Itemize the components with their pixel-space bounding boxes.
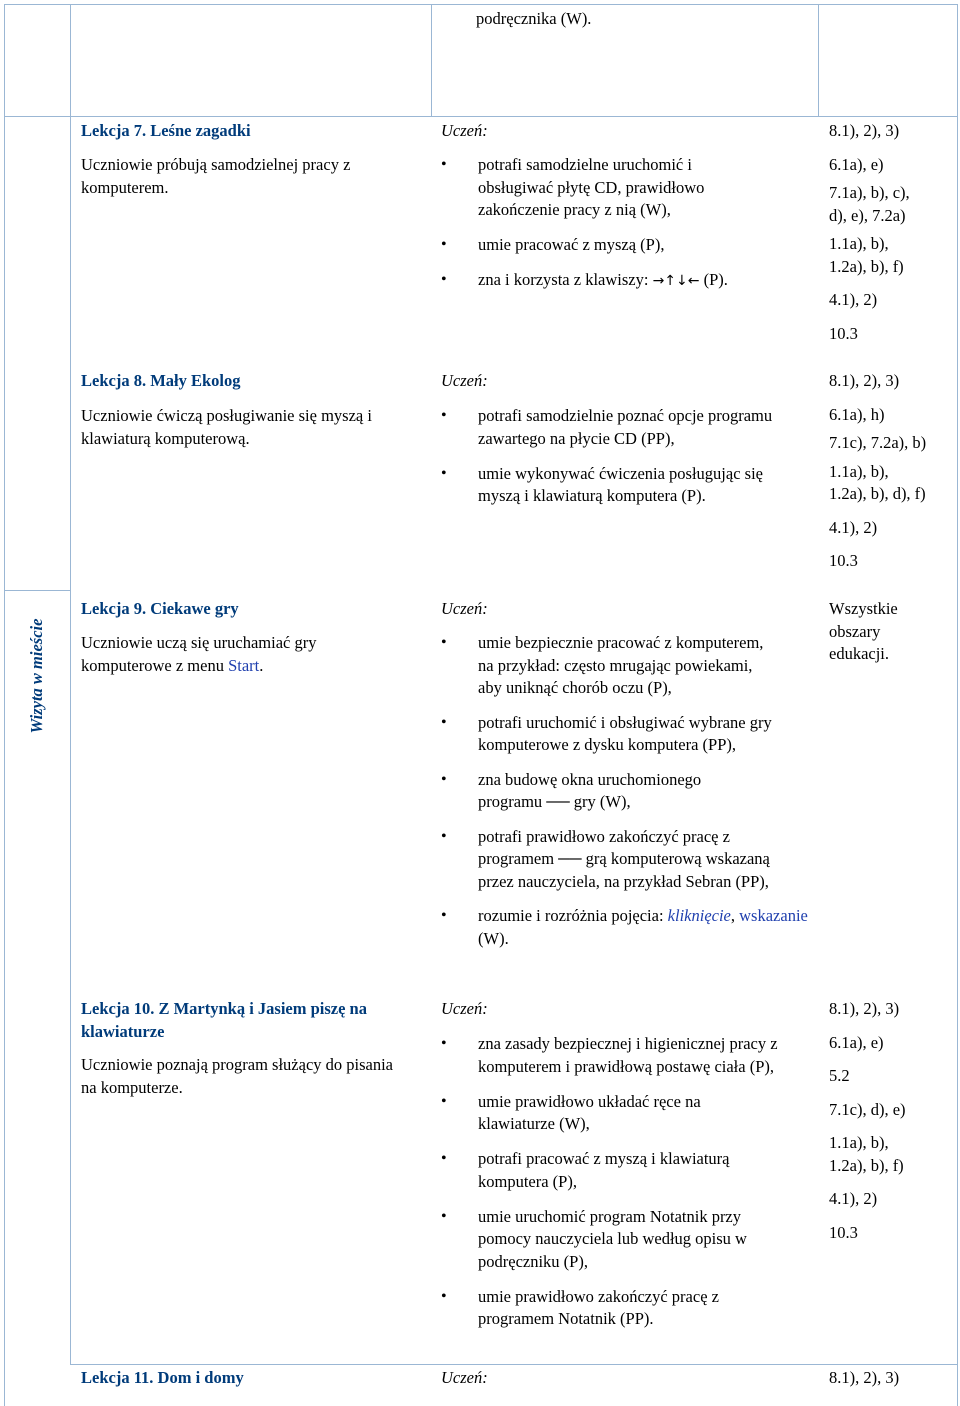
objective-item: • umie prawidłowo zakończyć pracę z programem Notatnik (PP).	[441, 1286, 778, 1331]
objective-item: • umie bezpiecznie pracować z komputerem, na przykład: często mrugając powiekami, aby uniknąć chorób oczu (P),	[441, 632, 778, 700]
table-border-col1	[70, 4, 71, 1364]
lesson-11-title: Lekcja 11. Dom i domy	[81, 1368, 244, 1387]
objective-item: • rozumie i rozróżnia pojęcia: kliknięcie, wskazanie (W).	[441, 905, 808, 950]
lesson-7-student-label: Uczeń:	[441, 121, 488, 140]
lesson-8-student-label: Uczeń:	[441, 371, 488, 390]
table-border-col3	[818, 4, 819, 116]
objective-item: • umie wykonywać ćwiczenia posługując się myszą i klawiaturą komputera (P).	[441, 463, 798, 508]
lesson-9-objectives	[441, 632, 808, 963]
arrow-keys-icon: →↑↓←	[652, 273, 700, 289]
lesson-9-refs: Wszystkie obszary edukacji.	[829, 599, 898, 663]
previous-row-end: podręcznika (W).	[476, 9, 592, 28]
lesson-7-refs: 8.1), 2), 3) 6.1a), e) 7.1a), b), c), d), e), 7.2a) 1.1a), b), 1.2a), b), f) 4.1), 2) 10.3	[829, 121, 910, 343]
lesson-7-objectives	[441, 154, 791, 305]
term-click: kliknięcie	[667, 906, 731, 925]
last-row-divider	[70, 1364, 958, 1365]
lesson-10-refs: 8.1), 2), 3) 6.1a), e) 5.2 7.1c), d), e) 1.1a), b), 1.2a), b), f) 4.1), 2) 10.3	[829, 999, 906, 1242]
lesson-11-student-label: Uczeń:	[441, 1368, 488, 1387]
objective-item: • potrafi prawidłowo zakończyć pracę z programem ── grą komputerową wskazaną przez nauczyciela, na przykład Sebran (PP),	[441, 826, 778, 894]
lesson-8-objectives	[441, 405, 791, 520]
term-point: wskazanie	[739, 906, 808, 925]
objective-item: • potrafi samodzielne uruchomić i obsługiwać płytę CD, prawidłowo zakończenie pracy z nią (W),	[441, 154, 758, 222]
lesson-7-description: Uczniowie próbują samodzielnej pracy z komputerem.	[81, 155, 351, 197]
table-border-left	[4, 4, 5, 1406]
lesson-8-refs: 8.1), 2), 3) 6.1a), h) 7.1c), 7.2a), b) 1.1a), b), 1.2a), b), d), f) 4.1), 2) 10.3	[829, 371, 927, 570]
lesson-7-title: Lekcja 7. Leśne zagadki	[81, 121, 251, 140]
section-row-divider	[4, 590, 71, 591]
objective-item: • potrafi uruchomić i obsługiwać wybrane gry komputerowe z dysku komputera (PP),	[441, 712, 798, 757]
objective-item: • potrafi pracować z myszą i klawiaturą komputera (P),	[441, 1148, 788, 1193]
objective-item: • umie uruchomić program Notatnik przy pomocy nauczyciela lub według opisu w podręczniku (P),	[441, 1206, 798, 1274]
start-menu-term: Start	[228, 655, 260, 675]
table-border-col2	[431, 4, 432, 116]
lesson-9-title: Lekcja 9. Ciekawe gry	[81, 599, 239, 618]
lesson-10-description: Uczniowie poznają program służący do pisania na komputerze.	[81, 1055, 394, 1097]
objective-item: • umie prawidłowo układać ręce na klawiaturze (W),	[441, 1091, 758, 1136]
lesson-9-student-label: Uczeń:	[441, 599, 488, 618]
objective-item: • potrafi samodzielnie poznać opcje programu zawartego na płycie CD (PP),	[441, 405, 778, 450]
objective-item: • umie pracować z myszą (P),	[441, 234, 791, 257]
table-border-right	[957, 4, 958, 1406]
objective-item: • zna i korzysta z klawiszy: →↑↓← (P).	[441, 269, 791, 293]
table-border-top	[4, 4, 958, 5]
section-label: Wizyta w mieście	[27, 618, 46, 734]
objective-item: • zna budowę okna uruchomionego programu ── gry (W),	[441, 769, 758, 814]
lesson-10-objectives	[441, 1033, 791, 1343]
section-divider-top	[4, 116, 958, 117]
lesson-9-description: Uczniowie uczą się uruchamiać gry komputerowe z menu Start.	[81, 633, 317, 675]
objective-item: • zna zasady bezpiecznej i higienicznej pracy z komputerem i prawidłową postawę ciała (P),	[441, 1033, 778, 1078]
lesson-10-student-label: Uczeń:	[441, 999, 488, 1018]
lesson-11-refs: 8.1), 2), 3)	[829, 1368, 900, 1387]
lesson-8-description: Uczniowie ćwiczą posługiwanie się myszą i klawiaturą komputerową.	[81, 406, 372, 448]
lesson-8-title: Lekcja 8. Mały Ekolog	[81, 371, 241, 390]
lesson-10-title: Lekcja 10. Z Martynką i Jasiem piszę na klawiaturze	[81, 999, 367, 1041]
